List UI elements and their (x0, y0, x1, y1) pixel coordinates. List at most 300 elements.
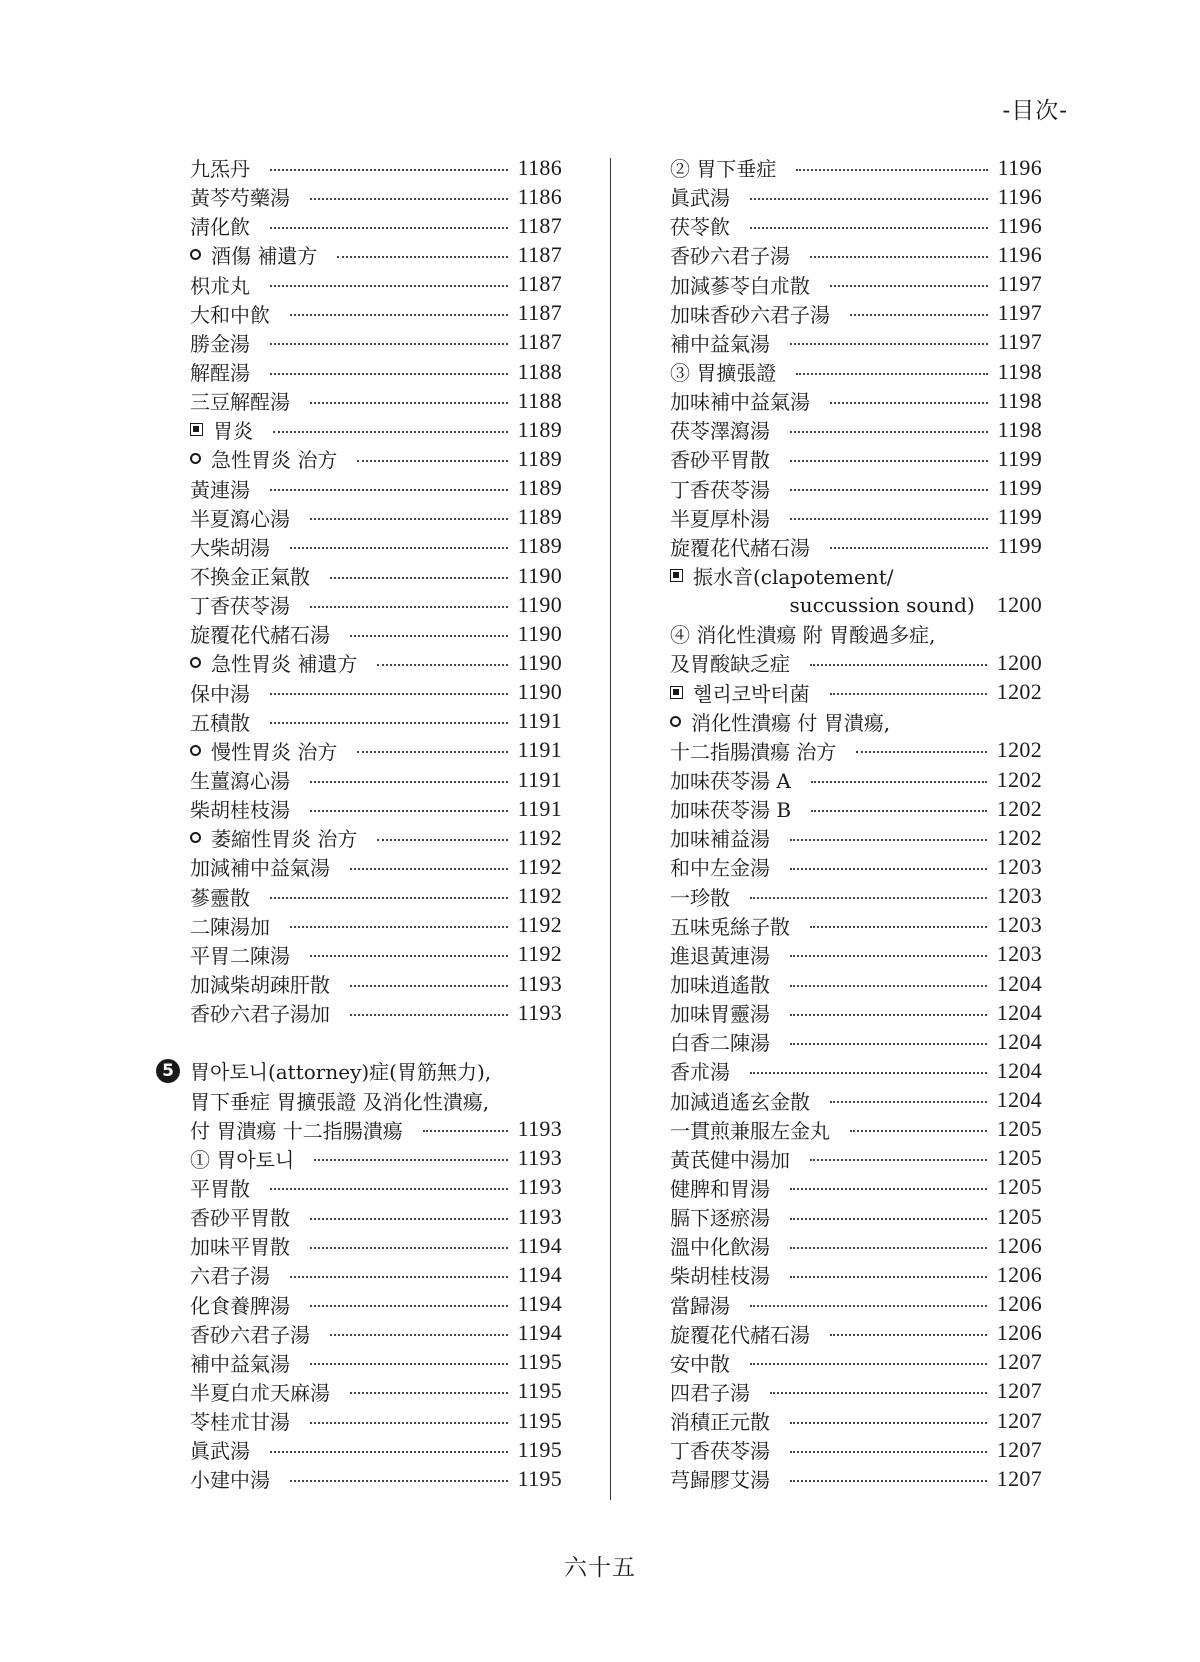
toc-entry-page: 1198 (997, 387, 1042, 413)
dot-leader (790, 460, 988, 462)
dot-leader (310, 198, 508, 200)
toc-entry-page: 1207 (996, 1407, 1042, 1433)
toc-entry (190, 707, 562, 736)
circle-bullet-icon (190, 657, 201, 668)
toc-entry-page: 1189 (517, 445, 562, 471)
dot-leader (770, 1392, 987, 1394)
dot-leader (310, 1305, 508, 1307)
toc-entry-page: 1193 (517, 999, 562, 1025)
toc-entry-page: 1207 (996, 1378, 1042, 1404)
dot-leader (350, 985, 508, 987)
dot-leader (750, 198, 988, 200)
toc-entry-title: 化食養脾湯 (190, 1293, 290, 1318)
dot-leader (310, 810, 508, 812)
toc-entry-title: 五味兎絲子散 (670, 914, 790, 939)
toc-entry (670, 1144, 1042, 1173)
dot-leader (270, 373, 508, 375)
dot-leader (790, 1422, 987, 1424)
toc-entry-title: 大和中飮 (190, 302, 270, 327)
toc-entry (190, 1377, 562, 1406)
dot-leader (310, 1422, 508, 1424)
toc-entry-page: 1198 (997, 416, 1042, 442)
toc-entry-page: 1195 (517, 1407, 562, 1433)
toc-entry-title: 茯苓飮 (670, 215, 730, 240)
circle-bullet-icon (190, 745, 201, 756)
toc-entry-page: 1195 (517, 1465, 562, 1491)
toc-entry-page: 1206 (996, 1291, 1042, 1317)
toc-entry-title: 加味補益湯 (670, 827, 770, 852)
toc-entry-page: 1202 (996, 737, 1042, 763)
toc-entry-page: 1190 (517, 679, 562, 705)
toc-entry-page: 1192 (517, 824, 562, 850)
dot-leader (796, 373, 987, 375)
toc-entry-title: 芎歸膠艾湯 (670, 1468, 770, 1493)
toc-entry-title: 헬리코박터菌 (693, 681, 810, 706)
toc-entry (670, 736, 1042, 765)
toc-entry-page: 1189 (517, 416, 562, 442)
toc-entry-title: 加減蔘苓白朮散 (670, 273, 810, 298)
toc-entry-title: 白香二陳湯 (670, 1031, 770, 1056)
toc-entry-page: 1200 (996, 591, 1042, 617)
toc-entry-page: 1203 (996, 912, 1042, 938)
toc-entry (190, 386, 562, 415)
toc-entry (190, 648, 562, 677)
dot-leader (790, 868, 987, 870)
dot-leader (750, 1305, 987, 1307)
toc-entry-title: 苓桂朮甘湯 (190, 1410, 290, 1435)
toc-entry (190, 153, 562, 182)
toc-entry-page: 1191 (517, 795, 562, 821)
dot-leader (290, 1480, 508, 1482)
dot-leader (270, 343, 508, 345)
toc-entry (190, 240, 562, 269)
dot-leader (270, 897, 508, 899)
toc-entry (670, 882, 1042, 911)
toc-entry (670, 328, 1042, 357)
toc-entry (190, 444, 562, 473)
toc-entry-page: 1204 (996, 999, 1042, 1025)
toc-entry (670, 153, 1042, 182)
toc-entry-page: 1205 (996, 1174, 1042, 1200)
dot-leader (830, 285, 988, 287)
toc-entry-page: 1193 (517, 1116, 562, 1142)
dot-leader (790, 489, 988, 491)
toc-entry-title: 一珍散 (670, 885, 730, 910)
toc-entry-title: ③ 胃擴張證 (670, 361, 777, 386)
toc-entry-page: 1202 (996, 824, 1042, 850)
toc-entry-title: 加減逍遙玄金散 (670, 1089, 810, 1114)
dot-leader (830, 402, 988, 404)
toc-entry-page: 1196 (997, 212, 1042, 238)
toc-entry (670, 823, 1042, 852)
toc-entry (670, 357, 1042, 386)
dot-leader (790, 985, 987, 987)
toc-entry-title: 香砂平胃散 (190, 1206, 290, 1231)
toc-entry (670, 1027, 1042, 1056)
toc-entry-page: 1192 (517, 853, 562, 879)
toc-entry-page: 1187 (517, 329, 562, 355)
toc-entry-title: 九炁丹 (190, 157, 250, 182)
toc-entry (190, 998, 562, 1027)
toc-entry-title: 香朮湯 (670, 1060, 730, 1085)
toc-entry-page: 1189 (517, 533, 562, 559)
dot-leader (270, 227, 508, 229)
dot-leader (350, 635, 508, 637)
toc-entry-title: 安中散 (670, 1351, 730, 1376)
dot-leader (270, 489, 508, 491)
toc-entry-page: 1191 (517, 708, 562, 734)
toc-entry-title: 膈下逐瘀湯 (670, 1206, 770, 1231)
toc-entry-page: 1202 (996, 679, 1042, 705)
dot-leader (790, 955, 987, 957)
toc-entry-page: 1194 (517, 1232, 562, 1258)
toc-entry-title: 旋覆花代赭石湯 (190, 623, 330, 648)
toc-right-column (670, 153, 1042, 1493)
toc-entry-page: 1199 (997, 445, 1042, 471)
dot-leader (790, 1043, 987, 1045)
toc-entry-page: 1188 (517, 358, 562, 384)
toc-entry-title: 加味胃靈湯 (670, 1002, 770, 1027)
toc-entry (670, 969, 1042, 998)
toc-entry-page: 1195 (517, 1436, 562, 1462)
toc-entry-page: 1192 (517, 941, 562, 967)
toc-entry-page: 1206 (996, 1232, 1042, 1258)
toc-entry (190, 270, 562, 299)
toc-entry (190, 1348, 562, 1377)
toc-entry-title: 急性胃炎 補遺方 (211, 652, 358, 677)
toc-entry (190, 328, 562, 357)
toc-entry-title: 加味香砂六君子湯 (670, 302, 830, 327)
dot-leader (850, 314, 988, 316)
toc-entry-title: 半夏瀉心湯 (190, 506, 290, 531)
toc-entry (670, 1173, 1042, 1202)
toc-entry (190, 1464, 562, 1493)
toc-entry (670, 1289, 1042, 1318)
dot-leader (790, 343, 988, 345)
dot-leader (811, 810, 987, 812)
toc-entry (162, 1056, 562, 1085)
toc-entry-title: 半夏厚朴湯 (670, 506, 770, 531)
dot-leader (314, 1159, 507, 1161)
dot-leader (810, 926, 987, 928)
toc-entry-title: 四君子湯 (670, 1380, 750, 1405)
toc-entry-page: 1194 (517, 1320, 562, 1346)
column-divider (610, 158, 611, 1500)
toc-entry-title: 解酲湯 (190, 361, 250, 386)
toc-entry (670, 794, 1042, 823)
toc-entry-title: 三豆解酲湯 (190, 390, 290, 415)
dot-leader (750, 1072, 987, 1074)
square-bullet-icon (670, 569, 683, 582)
toc-entry-page: 1205 (996, 1116, 1042, 1142)
toc-entry (670, 503, 1042, 532)
dot-leader (290, 1276, 508, 1278)
dot-leader (357, 751, 507, 753)
toc-entry (670, 765, 1042, 794)
toc-entry-title: 香砂平胃散 (670, 448, 770, 473)
toc-entry-page: 1194 (517, 1261, 562, 1287)
toc-entry-page: 1205 (996, 1145, 1042, 1171)
dot-leader (790, 1218, 987, 1220)
dot-leader (310, 781, 508, 783)
toc-entry (670, 852, 1042, 881)
dot-leader (856, 751, 986, 753)
dot-leader (790, 1451, 987, 1453)
dot-leader (273, 431, 508, 433)
dot-leader (790, 1480, 987, 1482)
toc-entry (670, 1202, 1042, 1231)
toc-entry-title: 振水音(clapotement/ (693, 565, 894, 590)
toc-entry (190, 474, 562, 503)
toc-entry-page: 1193 (517, 1174, 562, 1200)
toc-entry (670, 182, 1042, 211)
toc-entry (670, 1464, 1042, 1493)
dot-leader (750, 1363, 987, 1365)
dot-leader (790, 1247, 987, 1249)
toc-entry-page: 1196 (997, 154, 1042, 180)
toc-entry-title: ④ 消化性潰瘍 附 胃酸過多症, (670, 623, 936, 648)
toc-entry (670, 1086, 1042, 1115)
toc-entry (670, 619, 1042, 648)
toc-entry-page: 1203 (996, 941, 1042, 967)
toc-entry-page: 1190 (517, 649, 562, 675)
square-bullet-icon (190, 423, 203, 436)
dot-leader (270, 693, 508, 695)
dot-leader (790, 1188, 987, 1190)
toc-entry-title: 酒傷 補遺方 (211, 244, 318, 269)
toc-entry-page: 1192 (517, 912, 562, 938)
toc-entry-page: 1189 (517, 504, 562, 530)
section-number-badge: 5 (156, 1059, 180, 1083)
toc-entry (670, 299, 1042, 328)
dot-leader (357, 460, 507, 462)
toc-entry (190, 590, 562, 619)
toc-entry-title: 黃連湯 (190, 477, 250, 502)
toc-entry-page: 1186 (517, 154, 562, 180)
dot-leader (310, 1247, 508, 1249)
toc-entry (190, 1289, 562, 1318)
toc-entry (190, 619, 562, 648)
toc-entry-title: 及胃酸缺乏症 (670, 652, 790, 677)
toc-entry-title: ② 胃下垂症 (670, 157, 777, 182)
toc-entry-title: 勝金湯 (190, 331, 250, 356)
toc-entry-title: 萎縮性胃炎 治方 (211, 827, 358, 852)
dot-leader (790, 431, 988, 433)
page-header: -目次- (1002, 98, 1068, 124)
toc-entry (670, 240, 1042, 269)
toc-entry-page: 1204 (996, 1057, 1042, 1083)
toc-entry-page: 1200 (996, 649, 1042, 675)
dot-leader (790, 1276, 987, 1278)
toc-entry-title: 旋覆花代赭石湯 (670, 535, 810, 560)
toc-entry (190, 1202, 562, 1231)
toc-entry (670, 590, 1042, 619)
dot-leader (810, 256, 988, 258)
toc-entry-page: 1187 (517, 300, 562, 326)
dot-leader (270, 1451, 508, 1453)
toc-entry (190, 1260, 562, 1289)
toc-entry-title: 五積散 (190, 710, 250, 735)
toc-entry (190, 1115, 562, 1144)
toc-entry (190, 882, 562, 911)
toc-entry-page: 1193 (517, 970, 562, 996)
dot-leader (810, 1159, 987, 1161)
dot-leader (337, 256, 507, 258)
dot-leader (830, 1101, 987, 1103)
dot-leader (350, 1392, 508, 1394)
toc-entry-page: 1204 (996, 1028, 1042, 1054)
toc-entry-page: 1199 (997, 504, 1042, 530)
toc-entry (670, 1435, 1042, 1464)
toc-entry (670, 911, 1042, 940)
toc-entry-title: 消化性潰瘍 付 胃潰瘍, (691, 710, 891, 735)
dot-leader (796, 169, 987, 171)
toc-entry-title: 大柴胡湯 (190, 535, 270, 560)
dot-leader (750, 897, 987, 899)
toc-entry (190, 561, 562, 590)
toc-entry-title: 加味茯苓湯 B (670, 798, 792, 823)
toc-entry-page: 1206 (996, 1261, 1042, 1287)
toc-entry (670, 678, 1042, 707)
toc-entry-title: 香砂六君子湯 (190, 1322, 310, 1347)
dot-leader (811, 781, 987, 783)
dot-leader (290, 547, 508, 549)
dot-leader (850, 1130, 987, 1132)
toc-entry-title: succussion sound) (789, 592, 975, 617)
dot-leader (330, 1334, 508, 1336)
toc-entry-title: 急性胃炎 治方 (211, 448, 338, 473)
toc-entry-page: 1188 (517, 387, 562, 413)
toc-entry-title: 丁香茯苓湯 (190, 594, 290, 619)
toc-entry-page: 1186 (517, 183, 562, 209)
toc-entry-title: 平胃散 (190, 1176, 250, 1201)
toc-entry-page: 1206 (996, 1320, 1042, 1346)
dot-leader (830, 1334, 987, 1336)
toc-entry-title: 十二指腸潰瘍 治方 (670, 739, 837, 764)
toc-entry (670, 444, 1042, 473)
toc-entry-title: 慢性胃炎 治方 (211, 739, 338, 764)
dot-leader (290, 314, 508, 316)
toc-entry-title: 胃下垂症 胃擴張證 及消化性潰瘍, (190, 1089, 490, 1114)
dot-leader (270, 1188, 508, 1190)
toc-entry-title: 加味平胃散 (190, 1235, 290, 1260)
toc-entry-page: 1191 (517, 737, 562, 763)
toc-entry-title: 六君子湯 (190, 1264, 270, 1289)
dot-leader (830, 547, 988, 549)
toc-entry (670, 648, 1042, 677)
page-number: 六十五 (564, 1555, 636, 1581)
toc-entry-page: 1205 (996, 1203, 1042, 1229)
dot-leader (290, 926, 508, 928)
toc-entry (190, 736, 562, 765)
dot-leader (270, 722, 508, 724)
toc-entry-page: 1191 (517, 766, 562, 792)
toc-entry (190, 911, 562, 940)
toc-entry-page: 1207 (996, 1465, 1042, 1491)
toc-entry-page: 1195 (517, 1349, 562, 1375)
toc-entry-page: 1203 (996, 883, 1042, 909)
toc-entry-title: 眞武湯 (190, 1439, 250, 1464)
toc-entry-page: 1199 (997, 533, 1042, 559)
dot-leader (377, 664, 507, 666)
toc-entry-page: 1189 (517, 475, 562, 501)
toc-entry (190, 415, 562, 444)
toc-entry-page: 1197 (997, 329, 1042, 355)
toc-entry (190, 1406, 562, 1435)
dot-leader (350, 868, 508, 870)
toc-entry (190, 794, 562, 823)
toc-entry-title: 淸化飮 (190, 215, 250, 240)
toc-entry-title: 進退黃連湯 (670, 943, 770, 968)
toc-entry (670, 1348, 1042, 1377)
toc-entry-title: 半夏白朮天麻湯 (190, 1380, 330, 1405)
toc-entry-title: 黃芩芍藥湯 (190, 186, 290, 211)
toc-entry-page: 1196 (997, 241, 1042, 267)
toc-entry-page: 1199 (997, 475, 1042, 501)
toc-entry-page: 1196 (997, 183, 1042, 209)
toc-entry-page: 1204 (996, 970, 1042, 996)
dot-leader (423, 1130, 508, 1132)
toc-entry-title: 黃芪健中湯加 (670, 1147, 790, 1172)
dot-leader (310, 606, 508, 608)
toc-entry-title: 蔘靈散 (190, 885, 250, 910)
circle-bullet-icon (190, 832, 201, 843)
toc-entry-title: 保中湯 (190, 681, 250, 706)
toc-entry (190, 1027, 562, 1056)
toc-entry-title: 平胃二陳湯 (190, 943, 290, 968)
toc-entry (670, 474, 1042, 503)
toc-entry (670, 707, 1042, 736)
toc-entry-page: 1193 (517, 1203, 562, 1229)
dot-leader (830, 693, 987, 695)
toc-entry-title: 和中左金湯 (670, 856, 770, 881)
toc-entry-page: 1204 (996, 1087, 1042, 1113)
toc-entry (190, 503, 562, 532)
toc-entry-title: 茯苓澤瀉湯 (670, 419, 770, 444)
toc-entry-title: 柴胡桂枝湯 (190, 798, 290, 823)
toc-entry-page: 1190 (517, 562, 562, 588)
toc-entry (670, 1115, 1042, 1144)
toc-entry (670, 1377, 1042, 1406)
toc-entry-page: 1192 (517, 883, 562, 909)
toc-entry-page: 1198 (997, 358, 1042, 384)
dot-leader (330, 577, 508, 579)
toc-entry-title: 胃아토니(attorney)症(胃筋無力), (190, 1060, 492, 1085)
toc-entry (190, 678, 562, 707)
toc-entry (670, 940, 1042, 969)
toc-entry (190, 969, 562, 998)
toc-entry-title: 丁香茯苓湯 (670, 477, 770, 502)
toc-left-column (162, 153, 562, 1493)
toc-entry-page: 1203 (996, 853, 1042, 879)
toc-entry (190, 765, 562, 794)
toc-entry-page: 1194 (517, 1291, 562, 1317)
toc-entry-page: 1187 (517, 241, 562, 267)
toc-entry-page: 1197 (997, 271, 1042, 297)
square-bullet-icon (670, 686, 683, 699)
toc-entry (190, 182, 562, 211)
toc-entry-title: 丁香茯苓湯 (670, 1439, 770, 1464)
toc-entry (670, 415, 1042, 444)
toc-entry-title: 眞武湯 (670, 186, 730, 211)
toc-entry-title: 枳朮丸 (190, 273, 250, 298)
toc-entry-title: 溫中化飮湯 (670, 1235, 770, 1260)
toc-entry-title: 加減補中益氣湯 (190, 856, 330, 881)
toc-entry (190, 532, 562, 561)
dot-leader (310, 1363, 508, 1365)
dot-leader (310, 518, 508, 520)
toc-entry-page: 1207 (996, 1436, 1042, 1462)
